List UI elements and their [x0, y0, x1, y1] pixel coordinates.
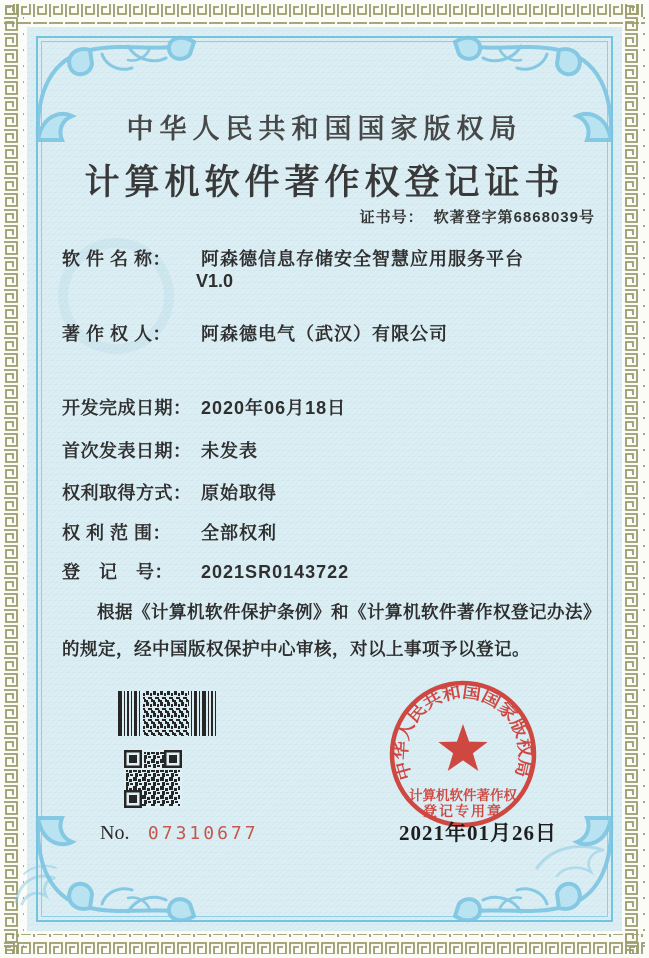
field-value: 未发表: [201, 441, 259, 461]
qr-code-icon: [124, 750, 182, 808]
field-label: 著 作 权 人：: [62, 324, 172, 344]
certificate-number-label: 证书号：: [359, 209, 424, 226]
field-completion-date: [62, 394, 346, 420]
field-label: 登 记 号：: [62, 562, 173, 582]
serial-number-label: No.: [100, 822, 130, 844]
field-rights-scope: [62, 519, 277, 545]
field-value: 原始取得: [201, 483, 278, 503]
field-software-name: [62, 245, 524, 271]
wave-ornament-right: [533, 828, 609, 880]
field-label: 软 件 名 称：: [62, 249, 172, 269]
wave-ornament-left: [10, 854, 74, 910]
field-value: 阿森德电气（武汉）有限公司: [201, 324, 449, 344]
field-value: 阿森德信息存储安全智慧应用服务平台: [201, 249, 525, 269]
seal-line2: 登记专用章: [423, 803, 503, 819]
field-label: 权利取得方式：: [62, 483, 192, 503]
field-label: 首次发表日期：: [62, 441, 192, 461]
field-registration-number: [62, 558, 349, 584]
field-value: 2021SR0143722: [201, 562, 350, 582]
certificate-title: 计算机软件著作权登记证书: [84, 163, 565, 202]
field-value: 全部权利: [201, 523, 278, 543]
certificate-number: [360, 206, 595, 227]
field-label: 开发完成日期：: [62, 398, 192, 418]
authority-title: 中华人民共和国国家版权局: [126, 114, 523, 144]
official-seal: [383, 676, 543, 836]
seal-line1: 计算机软件著作权: [409, 788, 517, 803]
field-copyright-owner: [62, 320, 448, 346]
registration-statement: 根据《计算机软件保护条例》和《计算机软件著作权登记办法》的规定，经中国版权保护中心审核，对以上事项予以登记。: [62, 602, 601, 659]
field-software-version: V1.0: [196, 271, 234, 291]
issue-date: 2021年01月26日: [399, 821, 557, 845]
star-icon: [438, 724, 487, 771]
field-label: 权 利 范 围：: [62, 523, 172, 543]
field-value: 2020年06月18日: [201, 398, 347, 418]
serial-number-value: 07310677: [147, 823, 259, 844]
barcode-icon: [118, 691, 216, 736]
field-first-publication: [62, 437, 258, 463]
serial-number: [100, 822, 259, 845]
field-acquisition-method: [62, 479, 277, 505]
seal-ring-text: 中华人民共和国国家版权局: [391, 682, 535, 783]
certificate-number-value: 软著登字第6868039号: [433, 209, 595, 226]
